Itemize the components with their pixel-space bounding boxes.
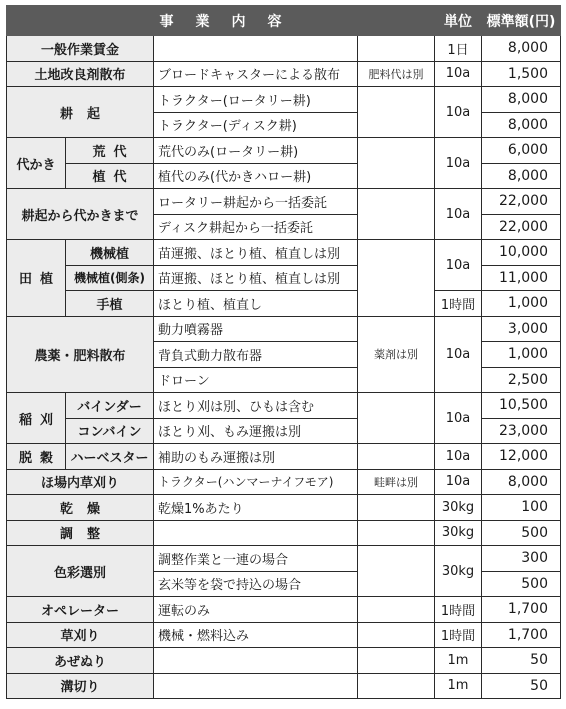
desc-cell: ほとり植、植直し: [154, 291, 358, 317]
desc-cell: ロータリー耕起から一括委託: [154, 189, 358, 215]
note-cell: [358, 597, 435, 623]
subcategory-cell: コンバイン: [66, 418, 154, 444]
desc-cell: 苗運搬、ほとり植、植直しは別: [154, 265, 358, 291]
price-cell: 6,000: [482, 138, 561, 164]
unit-cell: 10a: [435, 138, 482, 189]
desc-cell: [154, 673, 358, 699]
desc-cell: 植代のみ(代かきハロー耕): [154, 163, 358, 189]
note-cell: 肥料代は別: [358, 61, 435, 87]
table-row: [7, 673, 561, 699]
price-cell: 1,000: [482, 342, 561, 368]
subcategory-cell: 機械植(側条): [66, 265, 154, 291]
table-row: [7, 546, 561, 572]
category-cell: 土地改良剤散布: [7, 61, 154, 87]
price-cell: 1,000: [482, 291, 561, 317]
table-row: [7, 316, 561, 342]
subcategory-cell: 手植: [66, 291, 154, 317]
price-cell: 3,000: [482, 316, 561, 342]
subcategory-cell: 植代: [66, 163, 154, 189]
category-cell: 稲刈: [7, 393, 66, 444]
note-cell: [358, 495, 435, 521]
subcategory-cell: 機械植: [66, 240, 154, 266]
note-cell: [358, 240, 435, 317]
category-cell: 草刈り: [7, 622, 154, 648]
category-cell: 農薬・肥料散布: [7, 316, 154, 393]
unit-cell: 30kg: [435, 520, 482, 546]
note-cell: [358, 36, 435, 62]
unit-cell: 30kg: [435, 546, 482, 597]
desc-cell: 苗運搬、ほとり植、植直しは別: [154, 240, 358, 266]
unit-cell: 10a: [435, 444, 482, 470]
unit-cell: 1日: [435, 36, 482, 62]
unit-cell: 10a: [435, 87, 482, 138]
table-row: [7, 622, 561, 648]
desc-cell: 玄米等を袋で持込の場合: [154, 571, 358, 597]
price-cell: 10,000: [482, 240, 561, 266]
desc-cell: トラクター(ハンマーナイフモア): [154, 469, 358, 495]
desc-cell: ドローン: [154, 367, 358, 393]
table-row: [7, 87, 561, 113]
unit-cell: 10a: [435, 393, 482, 444]
price-cell: 22,000: [482, 214, 561, 240]
category-cell: ほ場内草刈り: [7, 469, 154, 495]
price-cell: 8,000: [482, 163, 561, 189]
desc-cell: ブロードキャスターによる散布: [154, 61, 358, 87]
unit-cell: 1時間: [435, 291, 482, 317]
table-row: [7, 393, 561, 419]
note-cell: [358, 393, 435, 444]
price-cell: 2,500: [482, 367, 561, 393]
note-cell: 畦畔は別: [358, 469, 435, 495]
table-row: [7, 520, 561, 546]
table-row: [7, 189, 561, 215]
header-price: 標準額(円): [482, 6, 561, 36]
unit-cell: 1時間: [435, 622, 482, 648]
desc-cell: ディスク耕起から一括委託: [154, 214, 358, 240]
price-cell: 50: [482, 648, 561, 674]
price-cell: 8,000: [482, 87, 561, 113]
table-row: [7, 240, 561, 266]
note-cell: [358, 189, 435, 240]
category-cell: 乾燥: [7, 495, 154, 521]
unit-cell: 30kg: [435, 495, 482, 521]
desc-cell: 乾燥1%あたり: [154, 495, 358, 521]
note-cell: [358, 673, 435, 699]
subcategory-cell: バインダー: [66, 393, 154, 419]
desc-cell: トラクター(ロータリー耕): [154, 87, 358, 113]
price-cell: 8,000: [482, 112, 561, 138]
note-cell: [358, 520, 435, 546]
price-cell: 8,000: [482, 36, 561, 62]
unit-cell: 10a: [435, 61, 482, 87]
desc-cell: [154, 520, 358, 546]
desc-cell: ほとり刈は別、ひもは含む: [154, 393, 358, 419]
unit-cell: 1m: [435, 648, 482, 674]
category-cell: 耕起から代かきまで: [7, 189, 154, 240]
table-row: [7, 444, 561, 470]
price-cell: 100: [482, 495, 561, 521]
desc-cell: 荒代のみ(ロータリー耕): [154, 138, 358, 164]
price-cell: 300: [482, 546, 561, 572]
price-cell: 500: [482, 520, 561, 546]
unit-cell: 1m: [435, 673, 482, 699]
price-cell: 10,500: [482, 393, 561, 419]
category-cell: 田植: [7, 240, 66, 317]
price-cell: 1,500: [482, 61, 561, 87]
price-cell: 500: [482, 571, 561, 597]
header-unit: 単位: [435, 6, 482, 36]
desc-cell: 補助のもみ運搬は別: [154, 444, 358, 470]
note-cell: [358, 138, 435, 189]
note-cell: [358, 87, 435, 138]
table-row: [7, 61, 561, 87]
price-cell: 11,000: [482, 265, 561, 291]
note-cell: [358, 546, 435, 597]
desc-cell: 運転のみ: [154, 597, 358, 623]
category-cell: 脱穀: [7, 444, 66, 470]
price-cell: 1,700: [482, 597, 561, 623]
desc-cell: ほとり刈、もみ運搬は別: [154, 418, 358, 444]
header-content: 事業内容: [7, 6, 435, 36]
category-cell: 代かき: [7, 138, 66, 189]
desc-cell: [154, 648, 358, 674]
table-row: [7, 469, 561, 495]
note-cell: [358, 622, 435, 648]
desc-cell: 機械・燃料込み: [154, 622, 358, 648]
table-row: [7, 648, 561, 674]
category-cell: 一般作業賃金: [7, 36, 154, 62]
unit-cell: 10a: [435, 469, 482, 495]
desc-cell: 背負式動力散布器: [154, 342, 358, 368]
service-price-table: [6, 5, 561, 699]
unit-cell: 10a: [435, 189, 482, 240]
note-cell: [358, 648, 435, 674]
table-row: [7, 138, 561, 164]
price-cell: 12,000: [482, 444, 561, 470]
unit-cell: 10a: [435, 316, 482, 393]
unit-cell: 10a: [435, 240, 482, 291]
header-row: [7, 6, 561, 36]
category-cell: 溝切り: [7, 673, 154, 699]
price-cell: 23,000: [482, 418, 561, 444]
price-cell: 50: [482, 673, 561, 699]
note-cell: [358, 444, 435, 470]
category-cell: オペレーター: [7, 597, 154, 623]
subcategory-cell: ハーベスター: [66, 444, 154, 470]
table-row: [7, 597, 561, 623]
desc-cell: トラクター(ディスク耕): [154, 112, 358, 138]
table-row: [7, 36, 561, 62]
desc-cell: [154, 36, 358, 62]
price-cell: 8,000: [482, 469, 561, 495]
subcategory-cell: 荒代: [66, 138, 154, 164]
table-row: [7, 495, 561, 521]
price-cell: 1,700: [482, 622, 561, 648]
price-cell: 22,000: [482, 189, 561, 215]
desc-cell: 動力噴霧器: [154, 316, 358, 342]
note-cell: 薬剤は別: [358, 316, 435, 393]
category-cell: あぜぬり: [7, 648, 154, 674]
price-table-page: [6, 5, 560, 705]
category-cell: 調整: [7, 520, 154, 546]
category-cell: 耕起: [7, 87, 154, 138]
unit-cell: 1時間: [435, 597, 482, 623]
desc-cell: 調整作業と一連の場合: [154, 546, 358, 572]
category-cell: 色彩選別: [7, 546, 154, 597]
table-row: [7, 291, 561, 317]
